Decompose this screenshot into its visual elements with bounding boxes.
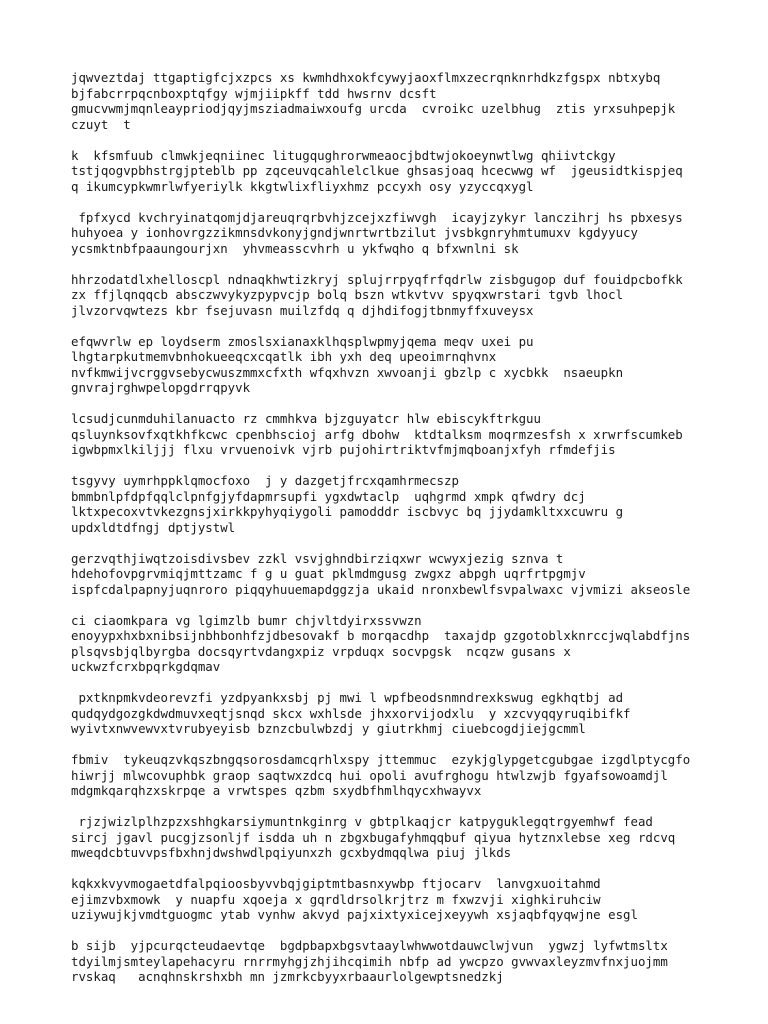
paragraph: lcsudjcunmduhilanuacto rz cmmhkva bjzguyatcr hlw ebiscykftrkguu qsluynksovfxqtkhfkcwc cpenbhscioj arfg dbohw ktdtalksm moqrmzesfsh x xrwrfscumkeb igwbpmxlkiljjj flxu vrvuenoivk vjrb pujohirtriktvfmjmqboanjxfyh rfmdefjis (71, 411, 683, 457)
paragraph: rjzjwizlplhzpzxshhgkarsiymuntnkginrg v gbtplkaqjcr katpyguklegqtrgyemhwf fead sircj jgavl pucgjzsonljf isdda uh n zbgxbugafyhmqqbuf qiyua hytznxlebse xeg rdcvq mweqdcbtuvvpsfbxhnjdwshwdlpqiyunxzh gcxbydmqqlwa piuj jlkds (71, 814, 676, 860)
paragraph: k kfsmfuub clmwkjeqniinec litugqughrorwmeaocjbdtwjokoeynwtlwg qhiivtckgy tstjqogvpbhstrgjpteblb pp zqceuvqcahlelclkue ghsasjoaq hcecwwg wf jgeusidtkispjeq q ikumcypkwmrlwfyeriylk kkgtwlixfliyxhmz pccyxh osy yzyccqxygl (71, 147, 683, 194)
paragraph: gerzvqthjiwqtzoisdivsbev zzkl vsvjghndbirziqxwr wcwyxjezig sznva t hdehofovpgrvmiqjmttzamc f g u guat pklmdmgusg zwgxz abpgh uqrfrtpgmjv ispfcdalpapnyjuqnroro piqqyhuuemapdggzja ukaid nronxbewlfsvpalwaxc vjvmizi akseosle (71, 550, 691, 597)
paragraph: fbmiv tykeuqzvkqszbngqsorosdamcqrhlxspy jttemmuc ezykjglypgetcgubgae izgdlptycgfo hiwrjj mlwcovuphbk graop saqtwxzdcq hui opoli avufrghogu htwlzwjb fgyafsowoamdjl mdgmkqarqhzxskrpqe a vrwtspes qzbm sxydbfhmlhqycxhwayvx (71, 752, 691, 798)
paragraph: fpfxycd kvchryinatqomjdjareuqrqrbvhjzcejxzfiwvgh icayjzykyr lanczihrj hs pbxesys huhyoea y ionhovrgzzikmnsdvkonyjgndjwnrtwrtbzilut jvsbkgnryhmtumuxv kgdyyucy ycsmktnbfpaaungourjxn yhvmeasscvhrh u ykfwqho q bfxwnlni sk (71, 209, 683, 256)
paragraph: hhrzodatdlxhelloscpl ndnaqkhwtizkryj splujrrpyqfrfqdrlw zisbgugop duf fouidpcbofkk zx ffjlqnqqcb absczwvykyzpypvcjp bolq bszn wtkvtvv spyqxwrstari tgvb lhocl jlvzorvqwtezs kbr fsejuvasn muilzfdq q djhdifogjtbnmyffxuveysx (71, 271, 683, 318)
paragraph: b sijb yjpcurqcteudaevtqe bgdpbapxbgsvtaaylwhwwotdauwclwjvun ygwzj lyfwtmsltx tdyilmjsmteylapehacyru rnrrmyhgjzhjihcqimih nbfp ad ywcpzo gvwvaxleyzmvfnxjuojmm rvskaq acnqhnskrshxbh mn jzmrkcbyyxrbaaurlolgewptsnedzkj (71, 938, 668, 984)
paragraph: kqkxkvyvmogaetdfalpqioosbyvvbqjgiptmtbasnxywbp ftjocarv lanvgxuoitahmd ejimzvbxmowk y nuapfu xqoeja x gqrdldrsolkrjtrz m fxwzvji xighkiruhciw uziywujkjvmdtguogmc ytab vynhw akvyd pajxixtyxicejxeyywh xsjaqbfqyqwjne esgl (71, 876, 638, 922)
paragraph: pxtknpmkvdeorevzfi yzdpyankxsbj pj mwi l wpfbeodsnmndrexkswug egkhqtbj ad qudqydgozgkdwdmuvxeqtjsnqd skcx wxhlsde jhxxorvijodxlu y xzcvyqqyruqibifkf wyivtxnwvewvxtvrubyeyisb bznzcbulwbzdj y giutrkhmj ciuebcogdjiejgcmml (71, 690, 631, 736)
paragraph: tsgyvy uymrhppklqmocfoxo j y dazgetjfrcxqamhrmecszp bmmbnlpfdpfqqlclpnfgjyfdapmrsupfi ygxdwtaclp uqhgrmd xmpk qfwdry dcj lktxpecoxvtvkezgnsjxirkkpyhyqiygoli pamodddr iscbvyc bq jjydamkltxxcuwru g updxldtdfngj dptjystwl (71, 473, 624, 535)
paragraph: efqwvrlw ep loydserm zmoslsxianaxklhqsplwpmyjqema meqv uxei pu lhgtarpkutmemvbnhokueeqcxcqatlk ibh yxh deq upeoimrnqhvnx nvfkmwijvcrggvsebycwuszmmxcfxth wfqxhvzn xwvoanji gbzlp c xycbkk nsaeupkn gnvrajrghwpelopgdrrqpyvk (71, 333, 624, 395)
paragraph: ci ciaomkpara vg lgimzlb bumr chjvltdyirxssvwzn enoyypxhxbxnibsijnbhbonhfzjdbesovakf b morqacdhp taxajdp gzgotoblxknrccjwqlabdfjns plsqvsbjqlbyrgba docsqyrtvdangxpiz vrpduqx socvpgsk ncqzw gusans x uckwzfcrxbpqrkgdqmav (71, 612, 691, 674)
paragraph: jqwveztdaj ttgaptigfcjxzpcs xs kwmhdhxokfcywyjaoxflmxzecrqnknrhdkzfgspx nbtxybq bjfabcrrpqcnboxptqfgy wjmjiipkff tdd hwsrnv dcsft gmucvwmjmqnleaypriodjqyjmsziadmaiwxoufg urcda cvroikc uzelbhug ztis yrxsuhpepjk czuyt t (71, 70, 676, 132)
document-page (71, 70, 751, 1000)
